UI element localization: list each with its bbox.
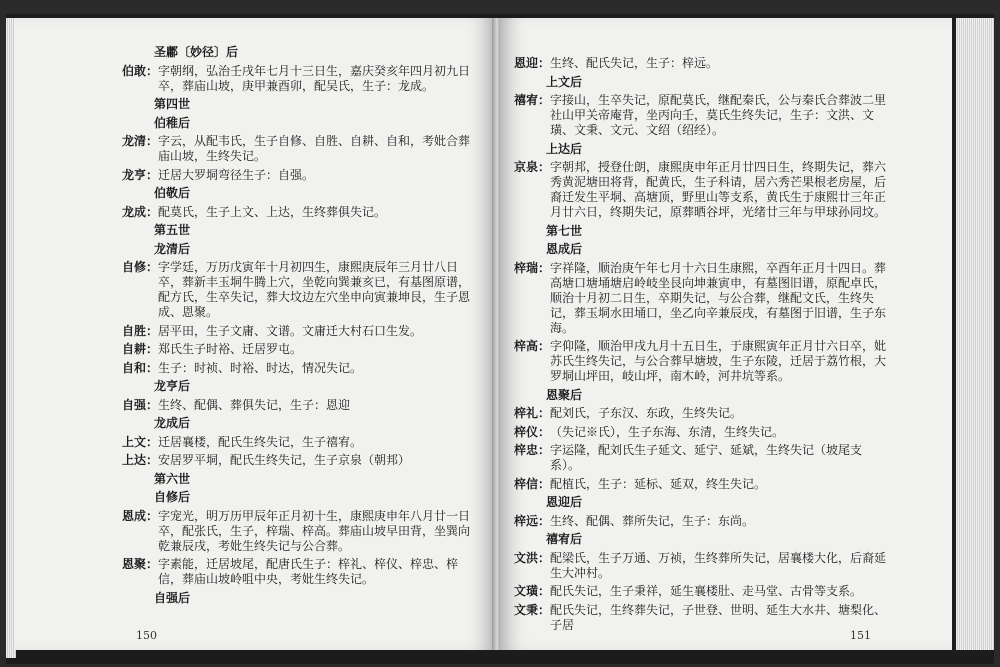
genealogy-entry [514, 603, 892, 633]
entry-person-name: 梓远： [514, 513, 551, 528]
genealogy-entry [122, 260, 482, 320]
generation-heading: 恩成后 [546, 242, 583, 256]
entry-person-name: 禧宥： [514, 93, 551, 107]
entry-text: 字宠光，明万历甲辰年正月初十生，康熙庚申年八月廿一日卒，配张氏，生子，梓瑞、梓高。葬庙山坡早田背，坐巽向乾兼辰戌，考妣生终失记与公合葬。 [158, 508, 471, 553]
genealogy-entry [122, 435, 482, 450]
entry-text: 生终、配氏失记，生子：梓远。 [550, 56, 719, 70]
entry-person-name: 自强： [122, 397, 159, 412]
page-number-right: 151 [850, 629, 871, 642]
entry-person-name: 龙清： [122, 134, 159, 148]
genealogy-entry [122, 168, 482, 183]
genealogy-entry [122, 205, 482, 220]
genealogy-entry [122, 342, 482, 357]
entry-person-name: 梓礼： [514, 406, 551, 420]
genealogy-entry [122, 324, 482, 339]
page-number-left: 150 [136, 629, 157, 642]
genealogy-entry [122, 453, 482, 468]
entry-text: 迁居大罗垌弯径生子：自强。 [158, 167, 315, 182]
entry-person-name: 自耕： [122, 342, 159, 356]
entry-text: 字仰隆，顺治甲戌九月十五日生，于康熙寅年正月廿六日卒，妣苏氏生终失记，与公合葬早塘坡，生子东陵，迁居于荔竹根，大罗垌山坪田，岐山坪，南木岭，河井坑等系。 [550, 339, 887, 383]
right-page-edges [956, 18, 994, 650]
entry-text: 郑氏生子时裕、迁居罗屯。 [158, 342, 303, 356]
entry-text: 居平田，生子文庸、文谱。文庸迁大村石口生发。 [158, 323, 423, 338]
entry-text: 字学廷，万历戊寅年十月初四生，康熙庚辰年三月廿八日卒，葬新丰玉垌牛腾上穴，坐乾向巽兼亥已，有基图原谱，配方氏，生卒失记，葬大坟边左穴坐申向寅兼坤艮，生子恩成、恩聚。 [158, 260, 471, 319]
right-page [500, 18, 952, 650]
entry-text: 配氏失记，生终葬失记，子世登、世明、延生大水井、塘梨化、子居 [550, 602, 887, 632]
generation-heading: 自强后 [154, 590, 191, 605]
genealogy-entry [122, 398, 482, 413]
generation-heading: 自修后 [154, 490, 191, 504]
entry-person-name: 自胜： [122, 323, 159, 338]
entry-person-name: 梓信： [514, 476, 551, 491]
entry-text: 配氏失记，生子秉祥，延生襄楼肚、走马堂、古骨等支系。 [550, 584, 863, 598]
entry-person-name: 自修： [122, 260, 159, 274]
entry-text: 配刘氏，子东汉、东政，生终失记。 [550, 406, 743, 420]
genealogy-entry [514, 56, 892, 71]
generation-heading: 龙成后 [154, 416, 191, 430]
generation-heading: 龙亨后 [154, 379, 191, 393]
entry-person-name: 上达： [122, 453, 159, 467]
genealogy-entry [122, 64, 482, 94]
right-page-content [514, 56, 892, 636]
entry-text: 迁居襄楼，配氏生终失记，生子禧宥。 [158, 434, 363, 449]
entry-text: 安居罗平垌，配氏生终失记，生子京泉（朝邦） [158, 453, 411, 467]
genealogy-entry [122, 557, 482, 587]
entry-text: 配植氏，生子：延标、延双，终生失记。 [550, 476, 767, 491]
generation-heading: 第四世 [154, 97, 191, 111]
entry-person-name: 恩聚： [122, 557, 159, 571]
entry-person-name: 上文： [122, 434, 159, 449]
entry-person-name: 文洪： [514, 550, 551, 565]
entry-text: 字祥隆，顺治庚午年七月十六日生康熙，卒酉年正月十四日。葬高塘口塘埇塘启岭岐坐艮向坤兼寅申，有墓图旧谱，原配卓氏，顺治十月初二日生，卒期失记，与公合葬，继配文氏，生终失记，葬玉垌水田埇口，坐乙向辛兼辰戌，有墓图于旧谱，生子东海。 [550, 260, 887, 335]
entry-text: 字接山，生卒失记，原配莫氏，继配秦氏，公与秦氏合葬波二里社山甲关帝庵背，坐丙向壬，莫氏生终失记，生子：文洪、文璜、文秉、文元、文绍（绍经）。 [550, 93, 887, 137]
entry-person-name: 梓仪： [514, 424, 551, 439]
generation-heading: 禧宥后 [546, 532, 583, 546]
entry-text: 字朝纲，弘治壬戌年七月十三日生，嘉庆癸亥年四月初九日卒，葬庙山坡，庚甲兼酉卯，配吴氏，生子：龙成。 [158, 63, 471, 93]
generation-heading: 第五世 [154, 223, 191, 237]
generation-heading: 恩聚后 [546, 387, 583, 402]
genealogy-entry [514, 261, 892, 336]
entry-person-name: 伯敢： [122, 63, 159, 78]
genealogy-entry [122, 361, 482, 376]
entry-text: 字运隆，配刘氏生子延文、延宁、延斌，生终失记（坡尾支系）。 [550, 443, 863, 472]
genealogy-entry [514, 425, 892, 440]
genealogy-entry [122, 509, 482, 554]
entry-text: 配莫氏，生子上文、上达，生终葬俱失记。 [158, 204, 387, 219]
entry-text: 字云，从配韦氏，生子自修、自胜、自耕、自和，考妣合葬庙山坡，生终失记。 [158, 134, 471, 163]
entry-text: 生终、配偶、葬俱失记，生子：恩迎 [158, 397, 351, 412]
generation-heading: 恩迎后 [546, 495, 583, 509]
genealogy-entry [514, 443, 892, 473]
genealogy-entry [514, 514, 892, 529]
genealogy-entry [514, 551, 892, 581]
entry-text: 配梁氏，生子万通、万祯，生终葬所失记，居襄楼大化，后裔延生大冲村。 [550, 550, 887, 580]
generation-heading: 上达后 [546, 141, 583, 156]
entry-person-name: 恩成： [122, 508, 159, 523]
entry-person-name: 文秉： [514, 602, 551, 617]
entry-person-name: 梓瑞： [514, 260, 551, 275]
generation-heading: 圣鄘〔妙径〕后 [154, 45, 239, 59]
genealogy-entry [514, 93, 892, 138]
entry-person-name: 梓高： [514, 339, 551, 353]
entry-person-name: 梓忠： [514, 443, 551, 457]
entry-person-name: 恩迎： [514, 56, 551, 70]
generation-heading: 伯稚后 [154, 115, 191, 130]
entry-text: 生子：时祯、时裕、时达，情况失记。 [158, 360, 363, 375]
entry-text: （失记※氏），生子东海、东清，生终失记。 [550, 424, 785, 439]
entry-person-name: 龙成： [122, 204, 159, 219]
genealogy-entry [122, 134, 482, 164]
generation-heading: 上文后 [546, 74, 583, 89]
left-page [14, 18, 494, 650]
genealogy-entry [514, 339, 892, 384]
generation-heading: 伯敬后 [154, 186, 191, 200]
generation-heading: 龙清后 [154, 241, 191, 256]
entry-text: 字素能，迁居坡尾，配唐氏生子：梓礼、梓仪、梓忠、梓信，葬庙山坡岭咀中央，考妣生终失记。 [158, 557, 459, 586]
left-page-content [122, 45, 482, 609]
genealogy-entry [514, 160, 892, 220]
entry-text: 字朝邦，授登仕朗，康熙庚申年正月廿四日生，终期失记，葬六秀黄泥塘田将背，配黄氏，生子科请，居六秀芒果根老房屋，后裔迁发生平垌、高塘顶，野里山等支系，黄氏生于康熙廿三年正月廿六日，终期失记，原葬晒谷坪，光绪廿三年与甲球孙同坟。 [550, 160, 887, 219]
genealogy-entry [514, 584, 892, 599]
entry-person-name: 自和： [122, 360, 159, 375]
genealogy-entry [514, 406, 892, 421]
entry-person-name: 文璜： [514, 584, 551, 598]
entry-text: 生终、配偶、葬所失记，生子：东尚。 [550, 513, 755, 528]
generation-heading: 第七世 [546, 223, 583, 238]
entry-person-name: 龙亨： [122, 167, 159, 182]
genealogy-entry [514, 477, 892, 492]
generation-heading: 第六世 [154, 471, 191, 486]
entry-person-name: 京泉： [514, 160, 551, 174]
